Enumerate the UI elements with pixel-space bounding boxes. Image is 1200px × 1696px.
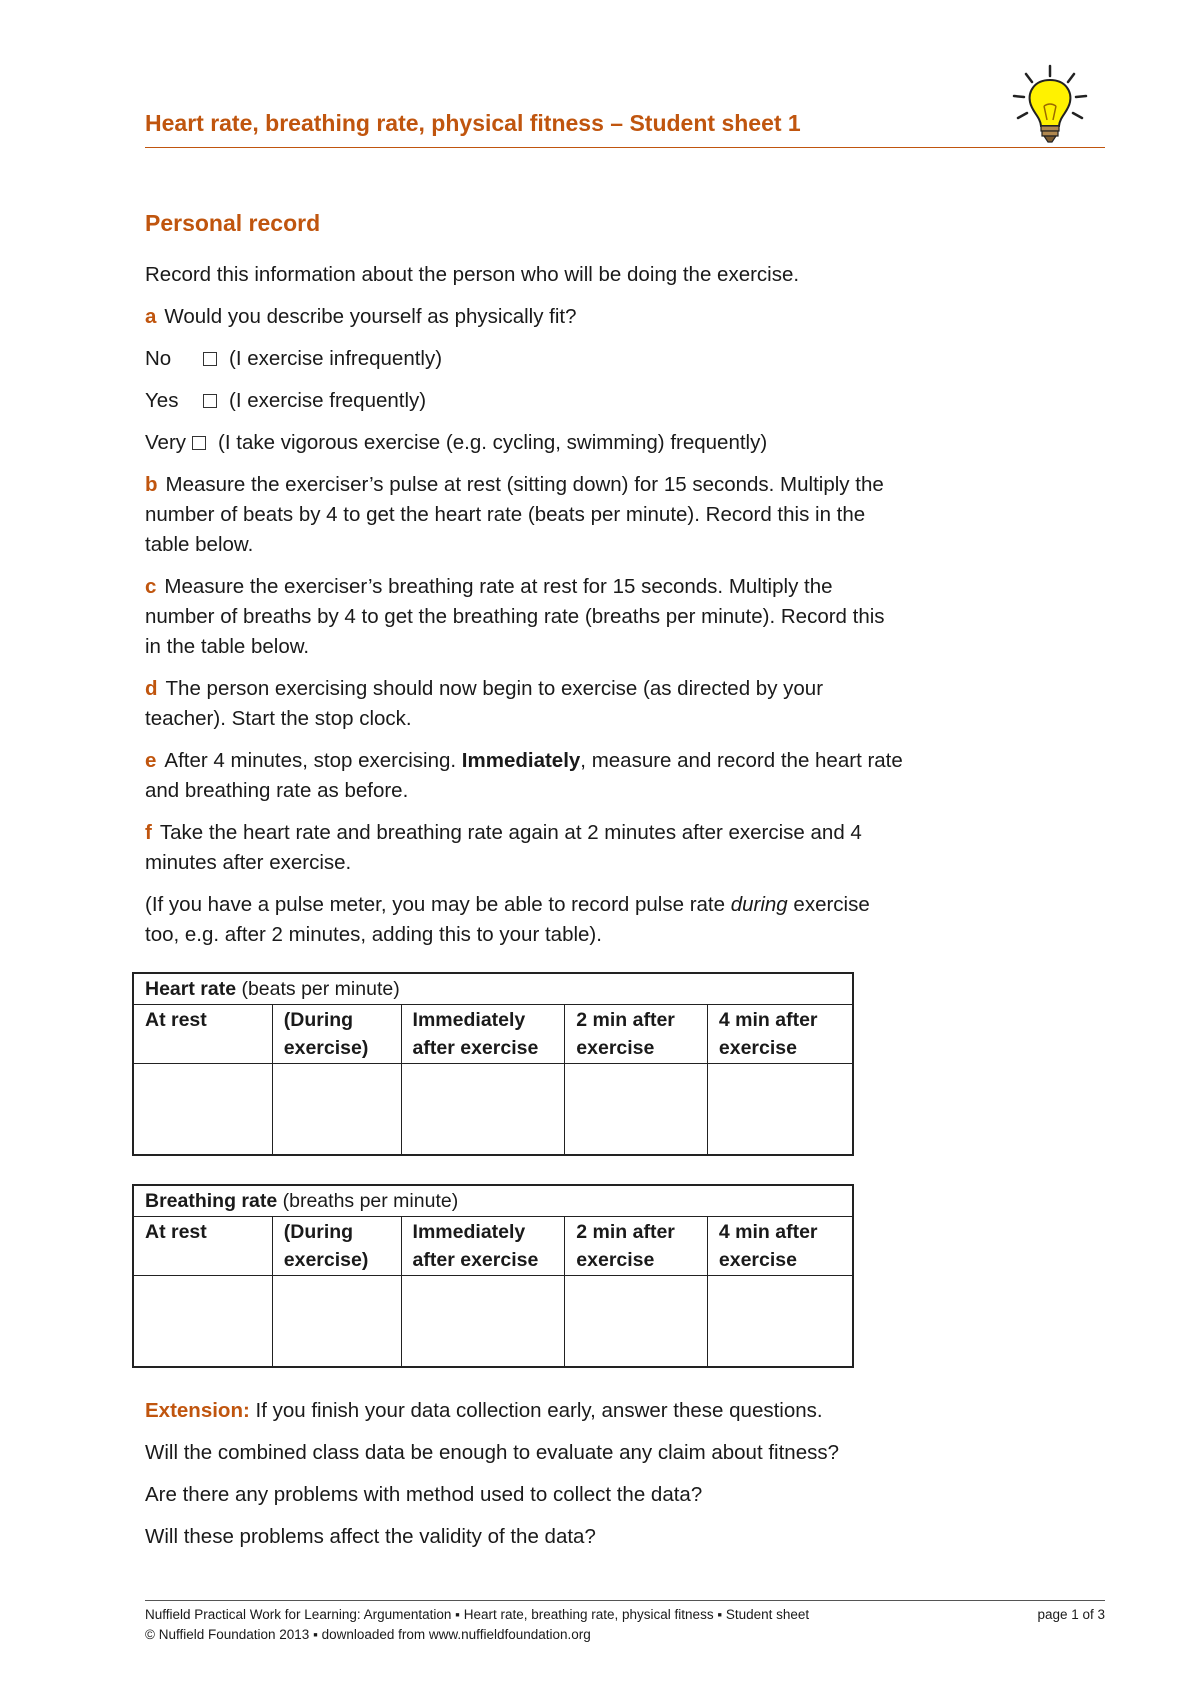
table-unit: (beats per minute) xyxy=(241,978,400,1000)
option-label: Very xyxy=(145,431,187,454)
note-text: (If you have a pulse meter, you may be able to record pulse rate xyxy=(145,893,731,916)
column-header: At rest xyxy=(133,1005,272,1064)
step-b xyxy=(145,470,905,560)
breathing-rate-table xyxy=(132,1184,854,1368)
checkbox-no[interactable] xyxy=(203,352,217,366)
table-unit: (breaths per minute) xyxy=(282,1190,459,1212)
footer-divider xyxy=(145,1600,1105,1601)
entry-cell[interactable] xyxy=(707,1064,853,1156)
column-header: At rest xyxy=(133,1217,272,1276)
entry-cell[interactable] xyxy=(707,1276,853,1368)
step-a xyxy=(145,302,905,332)
extension-text: If you finish your data collection early, answer these questions. xyxy=(255,1399,823,1422)
intro-text: Record this information about the person who will be doing the exercise. xyxy=(145,263,800,286)
entry-cell[interactable] xyxy=(133,1276,272,1368)
note-emphasis: during xyxy=(730,893,788,916)
worksheet-body xyxy=(145,208,905,1564)
step-emphasis: Immediately xyxy=(461,749,581,772)
step-d xyxy=(145,674,905,734)
heart-rate-table xyxy=(132,972,854,1156)
entry-cell[interactable] xyxy=(565,1064,708,1156)
fitness-option-very xyxy=(145,428,905,458)
step-letter: e xyxy=(145,749,157,772)
table-caption xyxy=(133,1185,853,1217)
column-header: 2 min after exercise xyxy=(565,1005,708,1064)
entry-cell[interactable] xyxy=(401,1276,565,1368)
footer xyxy=(145,1605,1105,1645)
entry-cell[interactable] xyxy=(272,1276,401,1368)
footer-line: Nuffield Practical Work for Learning: Argumentation ▪ Heart rate, breathing rate, physical fitness ▪ Student sheet xyxy=(145,1607,810,1622)
table-title: Heart rate xyxy=(145,978,237,1000)
page-number: page 1 of 3 xyxy=(1037,1607,1105,1622)
step-letter: a xyxy=(145,305,157,328)
step-text: Measure the exerciser’s pulse at rest (sitting down) for 15 seconds. Multiply the number of beats by 4 to get the heart rate (beats per minute). Record this in the table below. xyxy=(145,473,884,556)
fitness-option-no xyxy=(145,344,905,374)
step-text: Take the heart rate and breathing rate again at 2 minutes after exercise and 4 minutes after exercise. xyxy=(145,821,862,874)
lightbulb-icon xyxy=(1010,62,1090,152)
step-text: After 4 minutes, stop exercising. xyxy=(164,749,457,772)
column-header: 2 min after exercise xyxy=(565,1217,708,1276)
option-text: (I exercise frequently) xyxy=(229,389,427,412)
fitness-option-yes xyxy=(145,386,905,416)
extension-label: Extension: xyxy=(145,1399,250,1422)
step-letter: b xyxy=(145,473,158,496)
column-header: Immediately after exercise xyxy=(401,1217,565,1276)
header-divider xyxy=(145,147,1105,148)
column-header: 4 min after exercise xyxy=(707,1217,853,1276)
entry-cell[interactable] xyxy=(133,1064,272,1156)
option-text: (I take vigorous exercise (e.g. cycling, swimming) frequently) xyxy=(218,431,768,454)
checkbox-yes[interactable] xyxy=(203,394,217,408)
extension-question: Will the combined class data be enough to evaluate any claim about fitness? xyxy=(145,1441,839,1464)
option-label: Yes xyxy=(145,389,179,412)
step-c xyxy=(145,572,905,662)
step-e xyxy=(145,746,905,806)
column-header: 4 min after exercise xyxy=(707,1005,853,1064)
table-caption xyxy=(133,973,853,1005)
section-title: Personal record xyxy=(145,210,321,236)
extension-question: Will these problems affect the validity of the data? xyxy=(145,1525,596,1548)
step-text: The person exercising should now begin to exercise (as directed by your teacher). Start the stop clock. xyxy=(145,677,824,730)
checkbox-very[interactable] xyxy=(192,436,206,450)
page-title: Heart rate, breathing rate, physical fitness – Student sheet 1 xyxy=(145,110,801,136)
note-text: exercise too, e.g. after 2 minutes, adding this to your table). xyxy=(145,893,870,946)
footer-copyright: © Nuffield Foundation 2013 ▪ downloaded from www.nuffieldfoundation.org xyxy=(145,1627,591,1642)
extension-question: Are there any problems with method used to collect the data? xyxy=(145,1483,703,1506)
step-text: Would you describe yourself as physically fit? xyxy=(164,305,577,328)
entry-cell[interactable] xyxy=(565,1276,708,1368)
step-f xyxy=(145,818,905,878)
pulse-meter-note xyxy=(145,890,905,950)
step-letter: d xyxy=(145,677,158,700)
option-label: No xyxy=(145,347,172,370)
step-letter: c xyxy=(145,575,157,598)
extension-intro xyxy=(145,1396,905,1426)
step-text: , measure and record the heart rate and breathing rate as before. xyxy=(145,749,903,802)
entry-cell[interactable] xyxy=(272,1064,401,1156)
entry-cell[interactable] xyxy=(401,1064,565,1156)
table-title: Breathing rate xyxy=(145,1190,278,1212)
step-letter: f xyxy=(145,821,152,844)
column-header: Immediately after exercise xyxy=(401,1005,565,1064)
option-text: (I exercise infrequently) xyxy=(229,347,443,370)
column-header: (During exercise) xyxy=(272,1005,401,1064)
step-text: Measure the exerciser’s breathing rate at rest for 15 seconds. Multiply the number of breaths by 4 to get the breathing rate (breaths per minute). Record this in the table below. xyxy=(145,575,885,658)
column-header: (During exercise) xyxy=(272,1217,401,1276)
